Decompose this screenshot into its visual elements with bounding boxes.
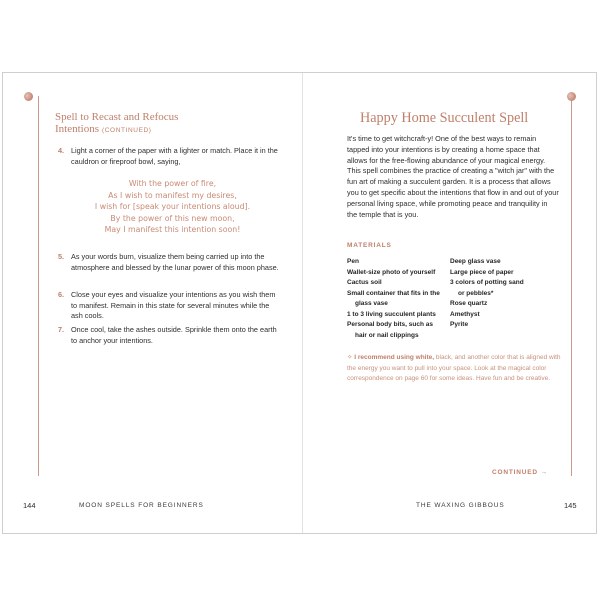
materials-column-2 [450, 257, 560, 331]
step-5 [58, 252, 283, 273]
left-margin-rule [38, 96, 39, 476]
step-4 [58, 146, 283, 167]
material-item: 1 to 3 living succulent plants [347, 310, 436, 318]
material-item: Large piece of paper [450, 268, 514, 276]
material-item: 3 colors of potting sand [450, 279, 524, 286]
continued-tag: (CONTINUED) [102, 127, 152, 134]
page-number-left: 144 [23, 501, 36, 510]
right-margin-rule [571, 96, 572, 476]
material-item: glass vase [355, 300, 388, 307]
tip-note [347, 353, 562, 385]
moon-icon-right [567, 92, 576, 101]
running-head-left: MOON SPELLS FOR BEGINNERS [79, 502, 204, 509]
material-item: or pebbles* [458, 289, 494, 297]
incantation-line: By the power of this new moon, [110, 213, 235, 223]
moon-icon-left [24, 92, 33, 101]
step-text: As your words burn, visualize them being carried up into the atmosphere and blessed by the lunar power of this moon phase. [71, 252, 279, 272]
material-item: Amethyst [450, 310, 480, 318]
material-item: Wallet-size photo of yourself [347, 268, 436, 276]
material-item: Personal body bits, such as [347, 321, 433, 328]
gutter [302, 73, 303, 533]
incantation-line: I wish for [speak your intentions aloud]. [94, 202, 251, 212]
right-title: Happy Home Succulent Spell [360, 110, 529, 126]
tip-text: black, and another color that is aligned with the energy you want to pull into your space. Look at the magical color correspondence on page 60 for some ideas. Have fun and be creative. [347, 354, 561, 382]
material-item: hair or nail clippings [355, 331, 419, 339]
material-item: Pen [347, 258, 359, 265]
running-head-right: THE WAXING GIBBOUS [416, 502, 505, 509]
left-heading-line2: Intentions [55, 123, 99, 135]
step-text: Light a corner of the paper with a lighter or match. Place it in the cauldron or fireproof bowl, saying, [71, 146, 278, 166]
material-item: Rose quartz [450, 300, 488, 307]
materials-column-1 [347, 257, 447, 341]
step-number: 6. [58, 290, 65, 299]
step-number: 4. [58, 146, 65, 155]
continued-link[interactable]: CONTINUED → [492, 469, 548, 476]
step-text: Once cool, take the ashes outside. Sprinkle them onto the earth to anchor your intentions. [71, 325, 277, 345]
left-heading-line1: Spell to Recast and Refocus [55, 111, 179, 123]
material-item: Small container that fits in the [347, 289, 440, 297]
incantation-line: With the power of fire, [128, 179, 217, 188]
materials-heading: MATERIALS [347, 242, 392, 249]
page-number-right: 145 [564, 501, 577, 510]
material-item: Pyrite [450, 321, 469, 328]
intro-paragraph: It's time to get witchcraft-y! One of the best ways to remain tapped into your intentions is by creating a home space that allows for the free-flowing abundance of your magical energy. This spell combines the practice of creating a "witch jar" with the fun art of making a succulent garden. It is a process that allows you to get specific about the intentions that flow in and out of your personal living space, while promoting peace and tranquility in the temple that is you. [347, 134, 559, 219]
step-text: Close your eyes and visualize your intentions as you wish them to manifest. Remain in this state for several minutes while the ash cools. [71, 290, 276, 320]
step-7 [58, 325, 283, 346]
incantation-line: May I manifest this intention soon! [104, 225, 241, 235]
incantation-line: As I wish to manifest my desires, [108, 190, 237, 200]
step-6 [58, 290, 283, 322]
left-heading [55, 111, 245, 137]
incantation [60, 178, 285, 236]
step-number: 7. [58, 325, 65, 334]
material-item: Deep glass vase [450, 258, 501, 265]
step-number: 5. [58, 252, 65, 261]
tip-lead: ✧ I recommend using white, [347, 354, 435, 361]
material-item: Cactus soil [347, 279, 382, 286]
